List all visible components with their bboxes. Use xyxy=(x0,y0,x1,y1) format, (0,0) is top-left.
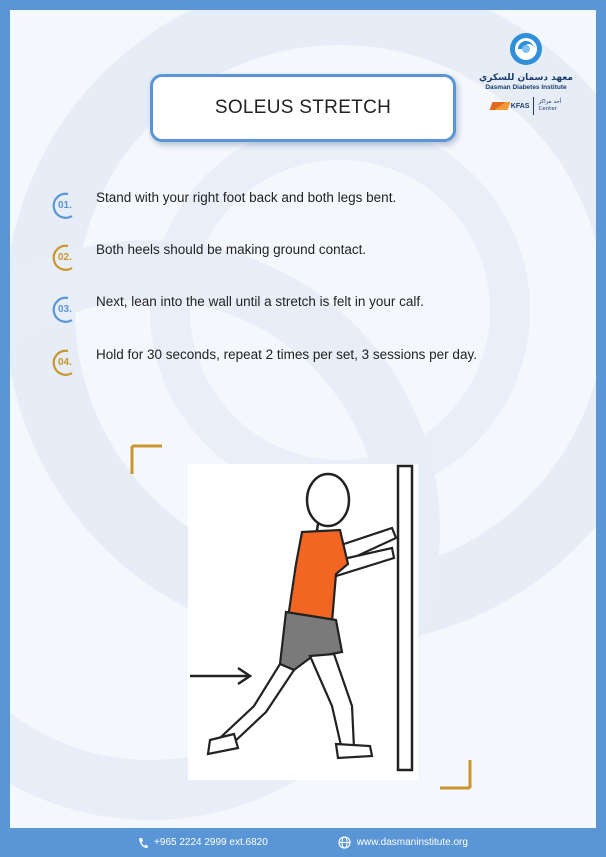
step-text: Both heels should be making ground contact. xyxy=(96,242,367,257)
logo-arabic-name: معهد دسمان للسكري xyxy=(479,73,573,83)
partner-arabic-text xyxy=(538,99,561,113)
partner-center-line: Center xyxy=(538,106,557,112)
partner-arabic-line: أحد مراكز xyxy=(538,99,562,105)
page-title: SOLEUS STRETCH xyxy=(214,97,392,118)
step-badge xyxy=(48,190,80,220)
soleus-stretch-illustration xyxy=(130,444,480,790)
step-1 xyxy=(48,190,396,220)
logo-english-name: Dasman Diabetes Institute xyxy=(485,84,567,91)
globe-icon xyxy=(338,836,351,849)
kfas-logo xyxy=(491,102,530,110)
wall-icon xyxy=(398,466,412,770)
document-page xyxy=(10,10,596,828)
step-badge xyxy=(48,347,80,377)
institute-logo xyxy=(470,32,582,115)
step-2 xyxy=(48,242,366,272)
step-badge xyxy=(48,294,80,324)
kfas-label: KFAS xyxy=(510,102,530,110)
footer-phone xyxy=(138,837,268,849)
head-icon xyxy=(307,474,349,526)
step-badge xyxy=(48,242,80,272)
partner-logo xyxy=(470,97,582,115)
step-number: 03. xyxy=(58,304,72,315)
title-box xyxy=(150,74,456,142)
website-link[interactable]: www.dasmaninstitute.org xyxy=(356,837,468,848)
step-4 xyxy=(48,347,477,377)
step-number: 04. xyxy=(58,357,72,368)
phone-icon xyxy=(138,837,148,849)
step-number: 01. xyxy=(58,200,72,211)
footer xyxy=(0,828,606,857)
dasman-logo-icon xyxy=(509,32,543,66)
step-text: Stand with your right foot back and both legs bent. xyxy=(96,190,397,205)
partner-divider xyxy=(533,97,534,115)
front-foot-icon xyxy=(336,744,372,758)
step-number: 02. xyxy=(58,252,72,263)
kfas-flag-icon xyxy=(489,102,510,110)
corner-bracket-top-left xyxy=(132,446,162,474)
footer-website xyxy=(338,836,468,849)
step-3 xyxy=(48,294,424,324)
step-text: Next, lean into the wall until a stretch is felt in your calf. xyxy=(96,294,424,309)
step-text: Hold for 30 seconds, repeat 2 times per set, 3 sessions per day. xyxy=(96,347,477,362)
phone-number: +965 2224 2999 ext.6820 xyxy=(154,837,268,848)
corner-bracket-bottom-right xyxy=(440,760,470,788)
